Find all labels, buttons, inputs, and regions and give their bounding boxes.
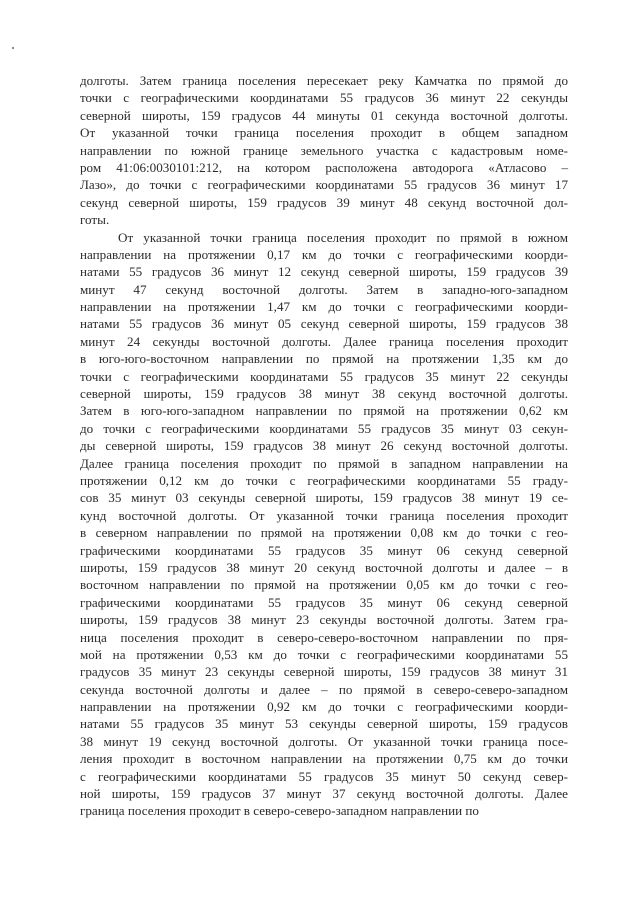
text-line: восточном направлении по прямой на протяжении 0,05 км до точки с гео-	[80, 577, 568, 593]
text-line: граница поселения проходит в северо-северо-западном направлении по	[80, 803, 479, 819]
paragraph	[80, 229, 568, 820]
text-line: натами 55 градусов 36 минут 12 секунд северной широты, 159 градусов 39	[80, 264, 568, 280]
paragraph	[80, 72, 568, 229]
text-line: Далее граница поселения проходит по прямой в западном направлении на	[80, 455, 568, 471]
text-line: 38 минут 19 секунд восточной долготы. От указанной точки граница посе-	[80, 733, 568, 749]
text-line: точки с географическими координатами 55 градусов 35 минут 22 секунды	[80, 368, 568, 384]
text-line: ница поселения проходит в северо-северо-восточном направлении по пря-	[80, 629, 568, 645]
text-line: сов 35 минут 03 секунды северной широты, 159 градусов 38 минут 19 се-	[80, 490, 568, 506]
text-line: секунд северной широты, 159 градусов 39 минут 48 секунд восточной дол-	[80, 194, 568, 210]
text-line: ления проходит в восточном направлении на протяжении 0,75 км до точки	[80, 751, 568, 767]
document-body	[80, 72, 568, 820]
text-line: ды северной широты, 159 градусов 38 минут 26 секунд восточной долготы.	[80, 438, 568, 454]
text-line: От указанной точки граница поселения проходит по прямой в южном	[118, 229, 568, 245]
text-line: градусов 35 минут 23 секунды северной широты, 159 градусов 38 минут 31	[80, 664, 568, 680]
text-line: в юго-юго-восточном направлении по прямой на протяжении 1,35 км до	[80, 351, 568, 367]
text-line: направлении на протяжении 0,17 км до точки с географическими коорди-	[80, 246, 568, 262]
text-line: широты, 159 градусов 38 минут 23 секунды восточной долготы. Затем гра-	[80, 612, 568, 628]
text-line: кунд восточной долготы. От указанной точки граница поселения проходит	[80, 507, 568, 523]
text-line: От указанной точки граница поселения проходит в общем западном	[80, 125, 568, 141]
text-line: северной широты, 159 градусов 38 минут 38 секунд восточной долготы.	[80, 386, 568, 402]
text-line: направлении на протяжении 1,47 км до точки с географическими коорди-	[80, 299, 568, 315]
text-line: северной широты, 159 градусов 44 минуты 01 секунда восточной долготы.	[80, 107, 568, 123]
scan-speck	[12, 47, 14, 49]
text-line: протяжении 0,12 км до точки с географическими координатами 55 граду-	[80, 472, 568, 488]
text-line: в северном направлении по прямой на протяжении 0,08 км до точки с гео-	[80, 525, 568, 541]
text-line: Затем в юго-юго-западном направлении по прямой на протяжении 0,62 км	[80, 403, 568, 419]
text-line: готы.	[80, 212, 110, 228]
text-line: ной широты, 159 градусов 37 минут 37 секунд восточной долготы. Далее	[80, 786, 568, 802]
text-line: широты, 159 градусов 38 минут 20 секунд восточной долготы и далее – в	[80, 559, 568, 575]
text-line: ром 41:06:0030101:212, на котором расположена автодорога «Атласово –	[80, 159, 568, 175]
text-line: долготы. Затем граница поселения пересекает реку Камчатка по прямой до	[80, 73, 568, 88]
text-line: секунда восточной долготы и далее – по прямой в северо-северо-западном	[80, 681, 568, 697]
text-line: с географическими координатами 55 градусов 35 минут 50 секунд север-	[80, 768, 568, 784]
text-line: направлении по южной границе земельного участка с кадастровым номе-	[80, 142, 568, 158]
text-line: направлении на протяжении 0,92 км до точки с географическими коорди-	[80, 699, 568, 715]
text-line: точки с географическими координатами 55 градусов 36 минут 22 секунды	[80, 90, 568, 106]
text-line: Лазо», до точки с географическими координатами 55 градусов 36 минут 17	[80, 177, 568, 193]
text-line: минут 24 секунды восточной долготы. Далее граница поселения проходит	[80, 333, 568, 349]
text-line: мой на протяжении 0,53 км до точки с географическими координатами 55	[80, 646, 568, 662]
text-line: до точки с географическими координатами 55 градусов 35 минут 03 секун-	[80, 420, 568, 436]
text-line: натами 55 градусов 36 минут 05 секунд северной широты, 159 градусов 38	[80, 316, 568, 332]
text-line: графическими координатами 55 градусов 35 минут 06 секунд северной	[80, 594, 568, 610]
text-line: графическими координатами 55 градусов 35 минут 06 секунд северной	[80, 542, 568, 558]
text-line: натами 55 градусов 35 минут 53 секунды северной широты, 159 градусов	[80, 716, 568, 732]
text-line: минут 47 секунд восточной долготы. Затем в западно-юго-западном	[80, 281, 568, 297]
